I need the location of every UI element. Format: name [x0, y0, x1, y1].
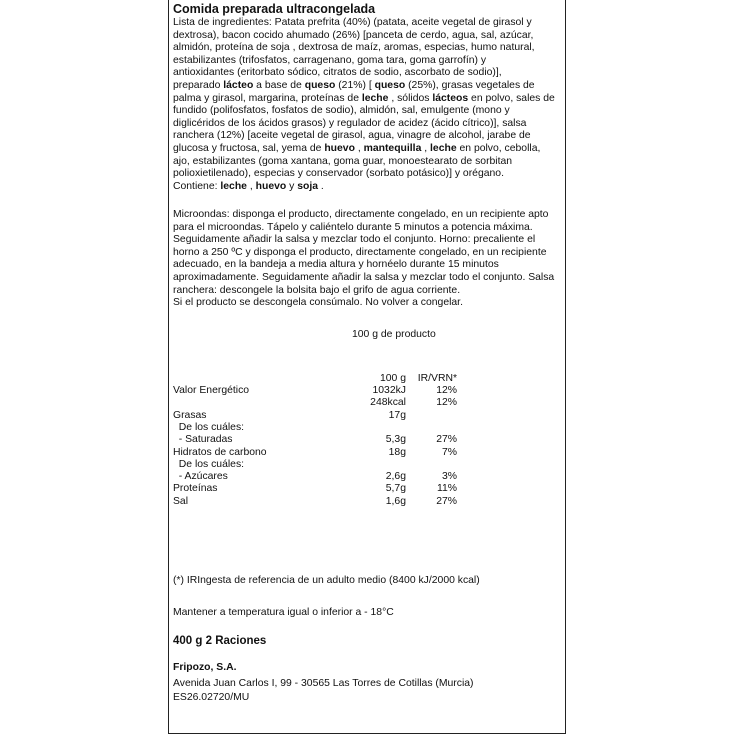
- nutrient-value: 1032kJ: [372, 385, 406, 396]
- nutrient-value: 5,3g: [385, 434, 406, 445]
- nutrient-value: 100 g: [379, 373, 406, 384]
- company-name: Fripozo, S.A.: [173, 662, 237, 673]
- nutrient-percent: 11%: [436, 483, 457, 494]
- allergen-text: huevo: [324, 142, 355, 154]
- ingredients-line: [173, 143, 559, 156]
- allergen-text: leche: [361, 92, 389, 104]
- reference-footnote: (*) IRIngesta de referencia de un adulto medio (8400 kJ/2000 kcal): [173, 575, 480, 586]
- ingredient-text: glucosa y fructosa, sal, yema de: [173, 142, 325, 154]
- allergen-text: lácteo: [223, 79, 254, 91]
- nutrition-row: [173, 397, 563, 409]
- ingredients-line: [173, 93, 559, 106]
- nutrition-row: [173, 447, 563, 459]
- nutrition-label: [168, 0, 566, 734]
- nutrient-value: 1,6g: [385, 496, 406, 507]
- nutrient-value: 5,7g: [385, 483, 406, 494]
- ingredient-text: polioxietilenado), especias y conservador (sorbato potásico)] y orégano.: [173, 168, 504, 180]
- ingredient-text: palma y girasol, margarina, proteínas de: [173, 92, 362, 104]
- nutrition-row: [173, 385, 563, 397]
- allergen-text: leche: [430, 142, 457, 154]
- nutrition-row: [173, 434, 563, 446]
- ingredient-text: ranchera (12%) [aceite vegetal de girasol, agua, vinagre de alcohol, jarabe de: [173, 130, 531, 142]
- nutrient-name: - Saturadas: [173, 434, 233, 445]
- instructions-line: Microondas: disponga el producto, directamente congelado, en un recipiente apto: [173, 209, 549, 220]
- ingredients-line: [173, 42, 559, 55]
- ingredient-text: Lista de ingredientes: Patata prefrita (40%) (patata, aceite vegetal de girasol y: [173, 17, 532, 28]
- ingredient-text: ,: [246, 180, 256, 192]
- instructions-line: horno a 250 ºC y disponga el producto, directamente congelado, en un recipiente: [173, 246, 547, 258]
- ingredient-text: estabilizantes (trifosfatos, carragenano, goma tara, goma garrofín) y: [173, 54, 487, 66]
- allergen-text: leche: [220, 180, 247, 192]
- ingredient-text: ,: [354, 142, 364, 154]
- ingredient-text: , sólidos: [388, 92, 433, 104]
- nutrient-name: Grasas: [173, 410, 207, 421]
- allergen-text: lácteos: [432, 92, 469, 104]
- product-title: Comida preparada ultracongelada: [173, 2, 376, 16]
- instructions-line: para el microondas. Tápelo y caliéntelo durante 5 minutos a potencia máxima.: [173, 221, 533, 233]
- ingredient-text: preparado: [173, 79, 224, 91]
- nutrition-row: [173, 422, 563, 434]
- nutrient-value: 248kcal: [370, 397, 406, 408]
- nutrient-name: Proteínas: [173, 483, 218, 494]
- ingredients-line: [173, 181, 559, 194]
- nutrient-value: 2,6g: [385, 471, 406, 482]
- nutrient-percent: 12%: [436, 385, 457, 396]
- ingredients-line: [173, 156, 559, 169]
- ingredient-text: dextrosa), bacon cocido ahumado (26%) [panceta de cerdo, agua, sal, azúcar,: [173, 29, 534, 41]
- nutrient-name: De los cuáles:: [173, 422, 245, 433]
- allergen-text: soja: [297, 180, 319, 192]
- ingredients-line: [173, 55, 559, 68]
- nutrient-percent: 7%: [441, 447, 457, 458]
- ingredients-line: [173, 17, 559, 30]
- nutrition-row: [173, 471, 563, 483]
- allergen-text: huevo: [255, 180, 287, 192]
- ingredients-line: [173, 67, 559, 80]
- ingredients-line: [173, 118, 559, 131]
- ingredient-text: .: [318, 180, 324, 192]
- allergen-text: mantequilla: [363, 142, 422, 154]
- ingredients-line: [173, 105, 559, 118]
- nutrition-row: [173, 483, 563, 495]
- ingredient-text: antioxidantes (eritorbato sódico, citratos de sodio, ascorbato de sodio)],: [173, 67, 502, 79]
- instructions-line: Seguidamente añadir la salsa y mezclar todo el conjunto. Horno: precaliente el: [173, 234, 536, 246]
- ingredient-text: y: [286, 180, 298, 192]
- nutrition-header: [173, 373, 563, 385]
- nutrient-percent: 12%: [436, 397, 457, 408]
- ingredient-text: en polvo, sales de: [468, 92, 555, 104]
- nutrient-percent: 3%: [441, 471, 457, 482]
- ingredients-list: [173, 17, 559, 193]
- ingredient-text: a base de: [253, 79, 305, 91]
- nutrient-percent: 27%: [436, 434, 457, 445]
- ingredient-text: ajo, estabilizantes (goma xantana, goma guar, monoestearato de sorbitan: [173, 155, 513, 167]
- ingredients-line: [173, 30, 559, 43]
- nutrient-name: De los cuáles:: [173, 459, 245, 470]
- ingredient-text: ,: [421, 142, 431, 154]
- nutrition-row: [173, 410, 563, 422]
- per-product-label: 100 g de producto: [352, 329, 436, 340]
- company-address: Avenida Juan Carlos I, 99 - 30565 Las Torres de Cotillas (Murcia): [173, 678, 474, 689]
- ingredient-text: diglicéridos de los ácidos grasos) y regulador de acidez (ácido cítrico)], salsa: [173, 117, 527, 129]
- instructions-line: aproximadamente. Seguidamente añadir la salsa y mezclar todo el conjunto. Salsa: [173, 271, 555, 283]
- ingredients-line: [173, 80, 559, 93]
- instructions-line: adecuado, en la bandeja a media altura y hornéelo durante 15 minutos: [173, 259, 499, 271]
- ingredients-line: [173, 130, 559, 143]
- nutrition-row: [173, 496, 563, 508]
- nutrient-name: - Azúcares: [173, 471, 228, 482]
- nutrient-value: 18g: [388, 447, 406, 458]
- nutrient-percent: IR/VRN*: [417, 373, 457, 384]
- portion-info: 400 g 2 Raciones: [173, 635, 267, 647]
- instructions-line: Si el producto se descongela consúmalo. No volver a congelar.: [173, 297, 463, 309]
- nutrition-row: [173, 459, 563, 471]
- ingredient-text: (25%), grasas vegetales de: [405, 79, 535, 91]
- instructions-line: ranchera: descongele la bolsita bajo el grifo de agua corriente.: [173, 284, 461, 296]
- ingredients-line: [173, 168, 559, 181]
- nutrient-value: 17g: [388, 410, 406, 421]
- ingredient-text: en polvo, cebolla,: [456, 142, 541, 154]
- ingredient-text: (21%) [: [335, 79, 375, 91]
- ingredient-text: almidón, proteína de soja , dextrosa de maíz, aromas, especias, humo natural,: [173, 42, 535, 54]
- storage-instructions: Mantener a temperatura igual o inferior a - 18°C: [173, 607, 394, 618]
- registry-number: ES26.02720/MU: [173, 692, 250, 703]
- ingredient-text: fundido (polifosfatos, fosfatos de sodio), almidón, sal, emulgente (mono y: [173, 105, 510, 117]
- allergen-text: queso: [304, 79, 336, 91]
- nutrient-name: Valor Energético: [173, 385, 250, 396]
- nutrient-name: Sal: [173, 496, 189, 507]
- nutrient-name: Hidratos de carbono: [173, 447, 267, 458]
- preparation-instructions: [173, 209, 559, 310]
- ingredient-text: Contiene:: [173, 180, 221, 192]
- allergen-text: queso: [374, 79, 406, 91]
- nutrient-percent: 27%: [436, 496, 457, 507]
